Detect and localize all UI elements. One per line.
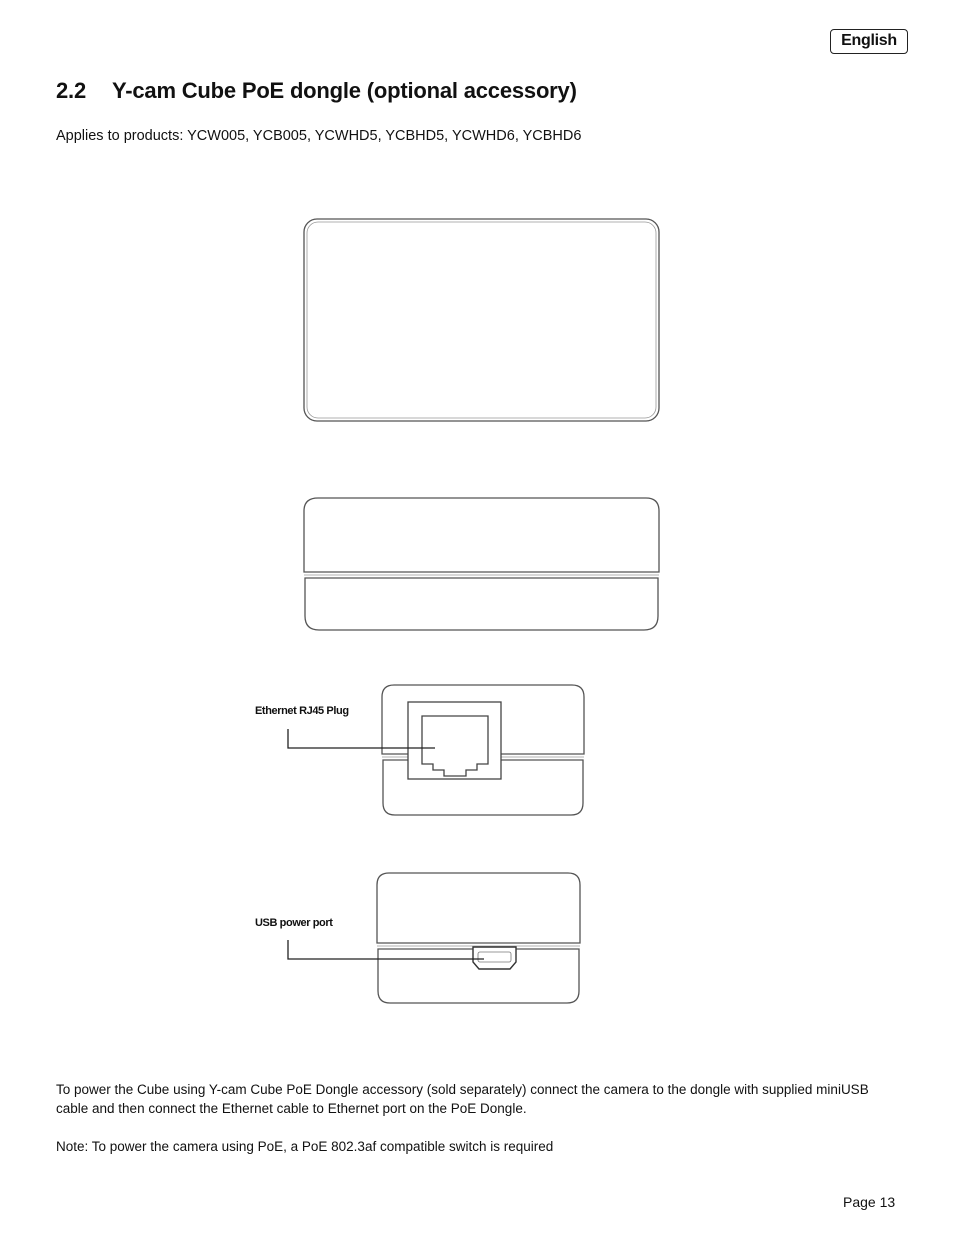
note-paragraph: Note: To power the camera using PoE, a PoE 802.3af compatible switch is required — [56, 1139, 554, 1154]
dongle-side-view — [304, 498, 659, 630]
dongle-ethernet-end-view — [382, 685, 584, 815]
page-number: Page 13 — [843, 1194, 896, 1210]
section-number: 2.2 — [56, 78, 86, 103]
instructions-paragraph: To power the Cube using Y-cam Cube PoE Dongle accessory (sold separately) connect the camera to the dongle with supplied miniUSB cable and then connect the Ethernet cable to Ethernet port on the PoE Dongle. — [56, 1082, 869, 1116]
language-badge: English — [830, 29, 908, 54]
dongle-usb-end-view — [377, 873, 580, 1003]
usb-power-port-label: USB power port — [255, 917, 333, 929]
mini-usb-port-icon — [473, 947, 516, 969]
ethernet-rj45-label: Ethernet RJ45 Plug — [255, 705, 349, 717]
applies-to-text: Applies to products: YCW005, YCB005, YCWHD5, YCBHD5, YCWHD6, YCBHD6 — [56, 128, 582, 144]
section-title: Y-cam Cube PoE dongle (optional accessory) — [112, 78, 577, 103]
dongle-top-view — [304, 219, 659, 421]
